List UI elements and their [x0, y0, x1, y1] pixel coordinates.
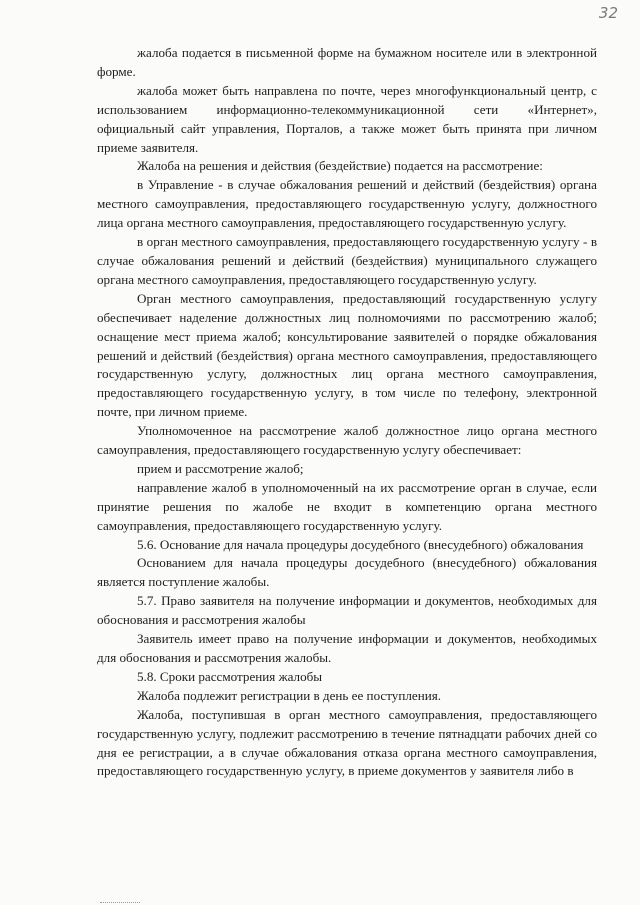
document-body [97, 44, 597, 781]
paragraph-review-period: Жалоба, поступившая в орган местного самоуправления, предоставляющего государственную услугу, подлежит рассмотрению в течение пятнадцати рабочих дней со дня ее регистрации, а в случае обжалования отказа органа местного самоуправления, предоставляющего государственную услугу, в приеме документов у заявителя либо в [97, 706, 597, 779]
paragraph-complaint-submission: Жалоба на решения и действия (бездействие) подается на рассмотрение: [137, 158, 543, 174]
paragraph-grounds: Основанием для начала процедуры досудебного (внесудебного) обжалования является поступление жалобы. [97, 555, 597, 590]
paragraph-sending-methods: жалоба может быть направлена по почте, через многофункциональный центр, с использованием информационно-телекоммуникационной сети «Интернет», официальный сайт управления, Порталов, а также может быть принята при личном приеме заявителя. [97, 82, 597, 155]
paragraph-to-local-authority: в орган местного самоуправления, предоставляющего государственную услугу - в случае обжалования решений и действий (бездействия) муниципального служащего органа местного самоуправления, предоставляющего государственную услугу. [97, 234, 597, 287]
scan-artifact-mark [100, 899, 140, 903]
paragraph-registration: Жалоба подлежит регистрации в день ее поступления. [137, 687, 442, 703]
paragraph-receipt: прием и рассмотрение жалоб; [137, 460, 304, 476]
paragraph-forwarding: направление жалоб в уполномоченный на их рассмотрение орган в случае, если принятие решения по жалобе не входит в компетенцию органа местного самоуправления, предоставляющего государственную услугу. [97, 479, 597, 533]
paragraph-written-form: жалоба подается в письменной форме на бумажном носителе или в электронной форме. [97, 45, 597, 79]
section-5-8-heading: 5.8. Сроки рассмотрения жалобы [137, 668, 323, 684]
page-number: 32 [598, 4, 618, 22]
paragraph-to-department: в Управление - в случае обжалования решений и действий (бездействия) органа местного самоуправления, предоставляющего государственную услугу, должностного лица органа местного самоуправления, предоставляющего государственную услугу. [97, 177, 597, 231]
paragraph-right-to-info: Заявитель имеет право на получение информации и документов, необходимых для обоснования и рассмотрения жалобы. [97, 631, 597, 665]
paragraph-authorized-official: Уполномоченное на рассмотрение жалоб должностное лицо органа местного самоуправления, предоставляющего государственную услугу обеспечивает: [97, 423, 597, 458]
section-5-6-heading: 5.6. Основание для начала процедуры досудебного (внесудебного) обжалования [137, 536, 584, 552]
section-5-7-heading: 5.7. Право заявителя на получение информации и документов, необходимых для обоснования и рассмотрения жалобы [97, 593, 597, 628]
paragraph-authority-duties: Орган местного самоуправления, предоставляющий государственную услугу обеспечивает наделение должностных лиц полномочиями по рассмотрению жалоб; оснащение мест приема жалоб; консультирование заявителей о порядке обжалования решений и действий (бездействия) органа местного самоуправления, предоставляющего государственную услугу, должностных лиц органа местного самоуправления, предоставляющего государственную услугу, в том числе по телефону, электронной почте, при личном приеме. [97, 290, 597, 420]
